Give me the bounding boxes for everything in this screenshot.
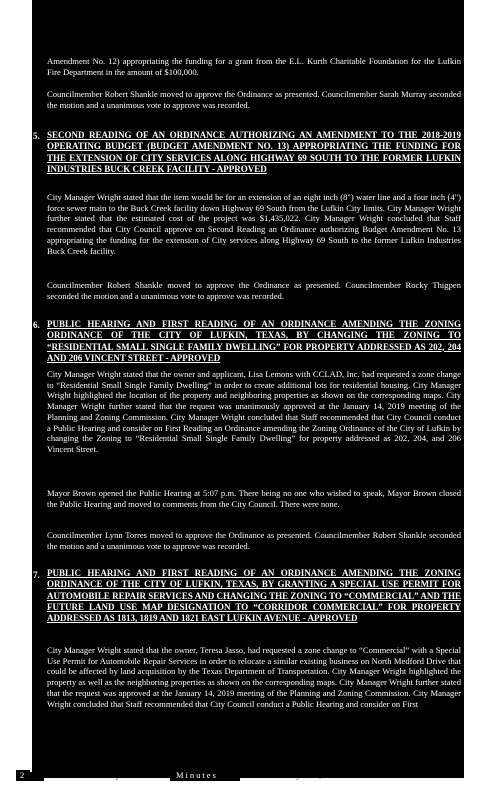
item-paragraph-motion: Councilmember Lynn Torres moved to approve the Ordinance as presented. Councilmember Robert Shankle seconded the motion and a unanimous vote to approve was recorded. — [47, 530, 461, 551]
item-number: 5. — [33, 131, 40, 141]
item-heading: PUBLIC HEARING AND FIRST READING OF AN ORDINANCE AMENDING THE ZONING ORDINANCE OF THE CITY OF LUFKIN, TEXAS, BY GRANTING A SPECIAL USE PERMIT FOR AUTOMOBILE REPAIR SERVICES AND CHANGING THE ZONING TO “COMMERCIAL” AND THE FUTURE LAND USE MAP DESIGNATION TO “CORRIDOR COMMERCIAL” FOR PROPERTY ADDRESSED AS 1813, 1819 AND 1821 EAST LUFKIN AVENUE - APPROVED — [47, 568, 461, 624]
item-paragraph-hearing: Mayor Brown opened the Public Hearing at 5:07 p.m. There being no one who wished to speak, Mayor Brown closed the Public Hearing and moved to comments from the City Council. There were none. — [47, 488, 461, 509]
item-number: 7. — [33, 570, 40, 580]
item-heading: PUBLIC HEARING AND FIRST READING OF AN ORDINANCE AMENDING THE ZONING ORDINANCE OF THE CITY OF LUFKIN, TEXAS, BY CHANGING THE ZONING TO “RESIDENTIAL SMALL SINGLE FAMILY DWELLING” FOR PROPERTY ADDRESSED AS 202, 204 AND 206 VINCENT STREET - APPROVED — [47, 319, 461, 363]
item-heading: SECOND READING OF AN ORDINANCE AUTHORIZING AN AMENDMENT TO THE 2018-2019 OPERATING BUDGET (BUDGET AMENDMENT NO. 13) APPROPRIATING THE FUNDING FOR THE EXTENSION OF CITY SERVICES ALONG HIGHWAY 69 SOUTH TO THE FORMER LUFKIN INDUSTRIES BUCK CREEK FACILITY - APPROVED — [47, 130, 461, 174]
footer-page-number: 2 — [16, 770, 30, 780]
item-paragraph: City Manager Wright stated that the owner, Teresa Jasso, had requested a zone change to “Commercial” with a Special Use Permit for Automobile Repair Services in order to relocate a similar existing business on North Medford Drive that could be affected by land acquisition by the Texas Department of Transportation. City Manager Wright highlighted the property as well as the neighboring properties as shown on the corresponding maps. City Manager Wright further stated that the request was approved at the January 14, 2019 meeting of the Planning and Zoning Commission. City Manager Wright concluded that Staff recommended that City Council conduct a Public Hearing and consider on First — [47, 645, 461, 709]
item-number: 6. — [33, 320, 40, 330]
paragraph-motion: Councilmember Robert Shankle moved to approve the Ordinance as presented. Councilmember Sarah Murray seconded the motion and a unanimous vote to approve was recorded. — [47, 89, 461, 110]
paragraph-continuation: Amendment No. 12) appropriating the funding for a grant from the E.L. Kurth Charitable Foundation for the Lufkin Fire Department in the amount of $100,000. — [47, 56, 461, 77]
item-paragraph: City Manager Wright stated that the item would be for an extension of an eight inch (8") water line and a four inch (4") force sewer main to the Buck Creek facility down Highway 69 South from the Lufkin City limits. City Manager Wright further stated that the estimated cost of the project was $1,435,022. City Manager Wright concluded that Staff recommended that City Council approve on Second Reading an Ordinance authorizing Budget Amendment No. 13 appropriating the funding for the extension of City services along Highway 69 South to the former Lufkin Industries Buck Creek facility. — [47, 192, 461, 256]
footer-city-name: Lufkin City — [60, 770, 122, 780]
page-footer — [0, 770, 486, 784]
item-paragraph: City Manager Wright stated that the owner and applicant, Lisa Lemons with CCLAD, Inc. had requested a zone change to “Residential Small Single Family Dwelling” in order to create additional lots for residential housing. City Manager Wright highlighted the location of the property and neighboring properties as shown on the corresponding maps. City Manager Wright further stated that the request was unanimously approved at the January 14, 2019 meeting of the Planning and Zoning Commission. City Manager Wright concluded that Staff recommended that City Council conduct a Public Hearing and consider on First Reading an Ordinance amending the Zoning Ordinance of the City of Lufkin by changing the Zoning to “Residential Small Single Family Dwelling” for property addressed as 202, 204, and 206 Vincent Street. — [47, 369, 461, 454]
item-paragraph-motion: Councilmember Robert Shankle moved to approve the Ordinance as presented. Councilmember Rocky Thigpen seconded the motion and a unanimous vote to approve was recorded. — [47, 280, 461, 301]
footer-date: January 22, 2019 — [262, 770, 353, 780]
footer-minutes-label: Minutes — [176, 770, 218, 780]
